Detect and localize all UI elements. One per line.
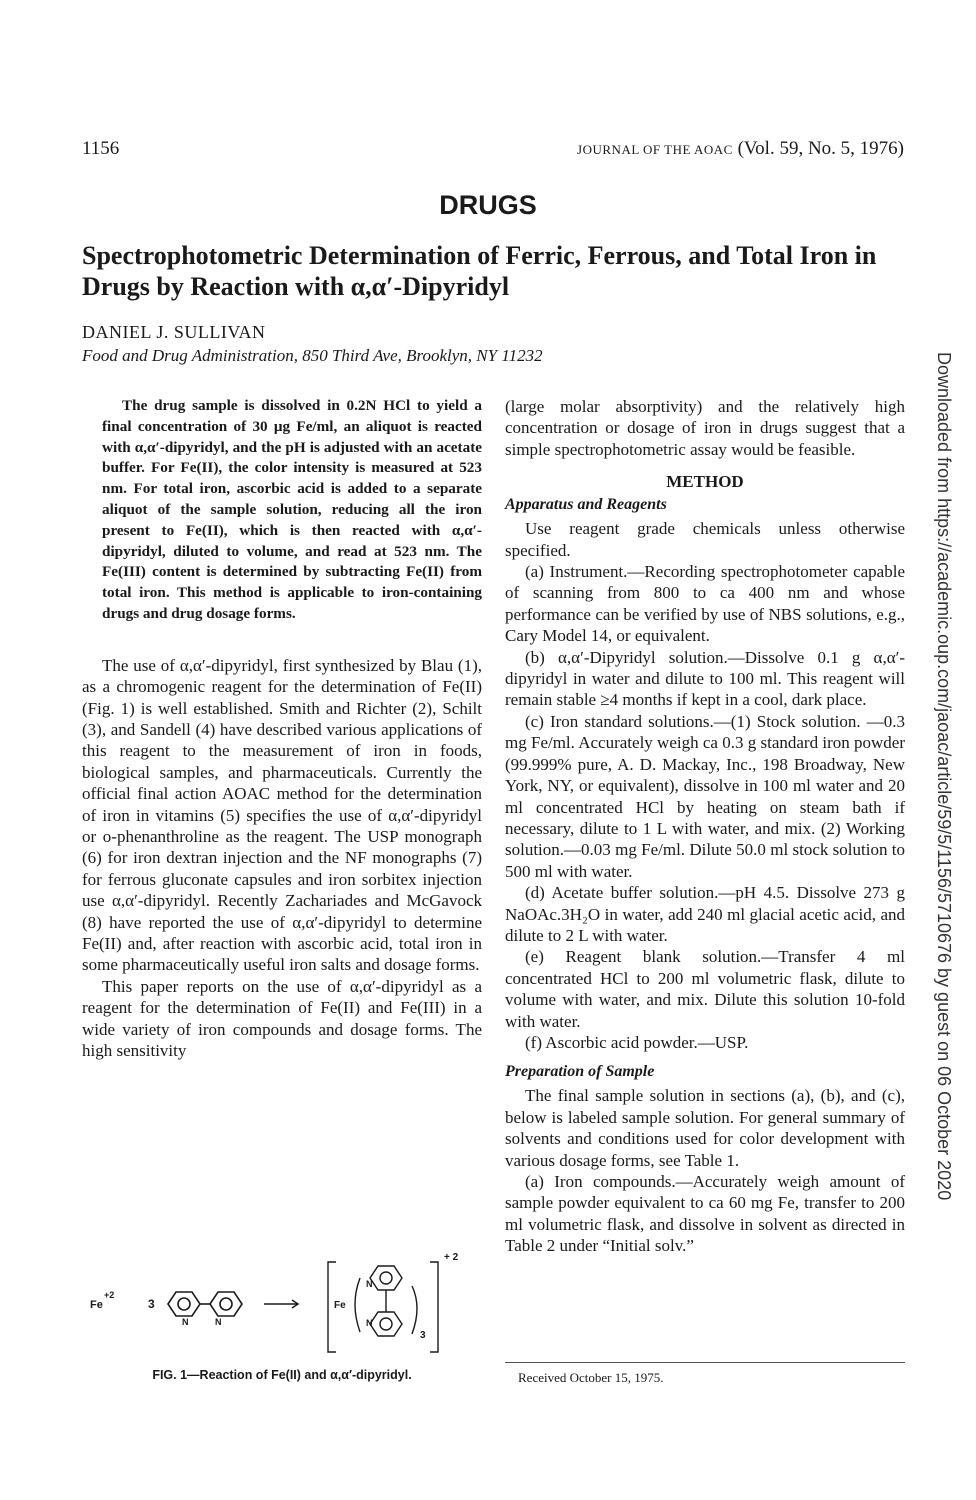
received-date: Received October 15, 1975.	[518, 1370, 664, 1385]
preparation-heading: Preparation of Sample	[505, 1063, 655, 1081]
footnote-divider	[505, 1362, 905, 1363]
reagent-item: (b) α,α′-Dipyridyl solution.—Dissolve 0.1 g α,α′-dipyridyl in water and dilute to 100 ml. This reagent will remain stable ≥4 months if kept in a cool, dark place.	[505, 647, 905, 710]
complex-charge: + 2	[444, 1252, 459, 1263]
fe-charge: +2	[104, 1290, 115, 1300]
apparatus-heading: Apparatus and Reagents	[505, 496, 667, 514]
apparatus-intro: Use reagent grade chemicals unless otherwise specified.	[505, 519, 905, 560]
author-affiliation: Food and Drug Administration, 850 Third Ave, Brooklyn, NY 11232	[82, 346, 543, 365]
nitrogen-label: N	[366, 1318, 373, 1328]
fe-label: Fe	[90, 1299, 103, 1311]
introduction	[82, 655, 482, 1062]
nitrogen-label: N	[182, 1317, 189, 1327]
preparation-paragraph: (a) Iron compounds.—Accurately weigh amount of sample powder equivalent to ca 60 mg Fe, transfer to 200 ml volumetric flask, and dissolve in solvent as directed in Table 2 under “Initial solv.”	[505, 1172, 905, 1256]
nitrogen-label: N	[215, 1317, 222, 1327]
reaction-arrow	[264, 1300, 298, 1308]
intro-paragraph: The use of α,α′-dipyridyl, first synthesized by Blau (1), as a chromogenic reagent for the determination of Fe(II) (Fig. 1) is well established. Smith and Richter (2), Schilt (3), and Sandell (4) have described various applications of this reagent to the measurement of iron in foods, biological samples, and pharmaceuticals. Currently the official final action AOAC method for the determination of iron in vitamins (5) specifies the use of α,α′-dipyridyl or o-phenanthroline as the reagent. The USP monograph (6) for iron dextran injection and the NF monographs (7) for ferrous gluconate capsules and iron sorbitex injection use α,α′-dipyridyl. Recently Zachariades and McGavock (8) have reported the use of α,α′-dipyridyl to determine Fe(II) and, after reaction with ascorbic acid, total iron in some pharmaceutically useful iron salts and dosage forms.	[82, 655, 482, 975]
chelate-rings	[355, 1266, 417, 1336]
complex-fe-label: Fe	[334, 1300, 346, 1311]
intro-continuation: (large molar absorptivity) and the relatively high concentration or dosage of iron in drugs suggest that a simple spectrophotometric assay would be feasible.	[505, 397, 905, 459]
figure-caption: FIG. 1—Reaction of Fe(II) and α,α′-dipyridyl.	[152, 1368, 412, 1382]
nitrogen-label: N	[366, 1279, 373, 1289]
reagent-item: (d) Acetate buffer solution.—pH 4.5. Dissolve 273 g NaOAc.3H₂O in water, add 240 ml glacial acetic acid, and dilute to 2 L with water.	[505, 883, 905, 945]
right-column	[505, 396, 905, 1257]
journal-name: JOURNAL OF THE AOAC	[577, 142, 733, 157]
running-header	[577, 138, 904, 160]
left-column	[82, 396, 482, 1061]
preparation-paragraph: The final sample solution in sections (a), (b), and (c), below is labeled sample solution. For general summary of solvents and conditions used for color development with various dosage forms, see Table 1.	[505, 1086, 905, 1170]
reagent-item: (a) Instrument.—Recording spectrophotometer capable of scanning from 800 to ca 400 nm and whose performance can be verified by use of NBS solutions, e.g., Cary Model 14, or equivalent.	[505, 562, 905, 646]
method-heading: METHOD	[666, 472, 744, 492]
coefficient: 3	[148, 1297, 155, 1311]
complex-subscript: 3	[420, 1330, 426, 1341]
article-title: Spectrophotometric Determination of Ferric, Ferrous, and Total Iron in Drugs by Reaction with α,α′-Dipyridyl	[82, 241, 877, 301]
reaction-figure	[82, 1252, 482, 1362]
reagent-item: (e) Reagent blank solution.—Transfer 4 ml concentrated HCl to 200 ml volumetric flask, dilute to volume with water, and mix. Dilute this solution 10-fold with water.	[505, 947, 905, 1031]
page-number: 1156	[82, 138, 120, 159]
intro-paragraph: This paper reports on the use of α,α′-dipyridyl as a reagent for the determination of Fe(II) and Fe(III) in a wide variety of iron compounds and dosage forms. The high sensitivity	[82, 976, 482, 1061]
dipyridyl-molecule	[168, 1292, 242, 1316]
author-name: DANIEL J. SULLIVAN	[82, 322, 266, 342]
abstract	[102, 396, 482, 625]
download-watermark-text: Downloaded from https://academic.oup.com/jaoac/article/59/5/1156/5710676 by guest on 06 October 2020	[934, 352, 954, 1201]
volume-info: (Vol. 59, No. 5, 1976)	[737, 138, 904, 159]
reagent-item: (f) Ascorbic acid powder.—USP.	[525, 1032, 749, 1052]
section-heading: DRUGS	[439, 190, 537, 220]
reagent-item: (c) Iron standard solutions.—(1) Stock solution. —0.3 mg Fe/ml. Accurately weigh ca 0.3 g standard iron powder (99.999% pure, A. D. Mackay, Inc., 198 Broadway, New York, NY, or equivalent), dissolve in 100 ml water and 20 ml concentrated HCl by heating on steam bath if necessary, dilute to 1 L with water, and mix. (2) Working solution.—0.03 mg Fe/ml. Dilute 50.0 ml stock solution to 500 ml with water.	[505, 711, 905, 881]
abstract-text: The drug sample is dissolved in 0.2N HCl to yield a final concentration of 30 μg Fe/ml, an aliquot is reacted with α,α′-dipyridyl, and the pH is adjusted with an acetate buffer. For Fe(II), the color intensity is measured at 523 nm. For total iron, ascorbic acid is added to a separate aliquot of the sample solution, reducing all the iron present to Fe(II), which is then reacted with α,α′-dipyridyl, diluted to volume, and read at 523 nm. The Fe(III) content is determined by subtracting Fe(II) from total iron. This method is applicable to iron-containing drugs and drug dosage forms.	[102, 397, 482, 622]
download-watermark	[930, 352, 960, 1201]
